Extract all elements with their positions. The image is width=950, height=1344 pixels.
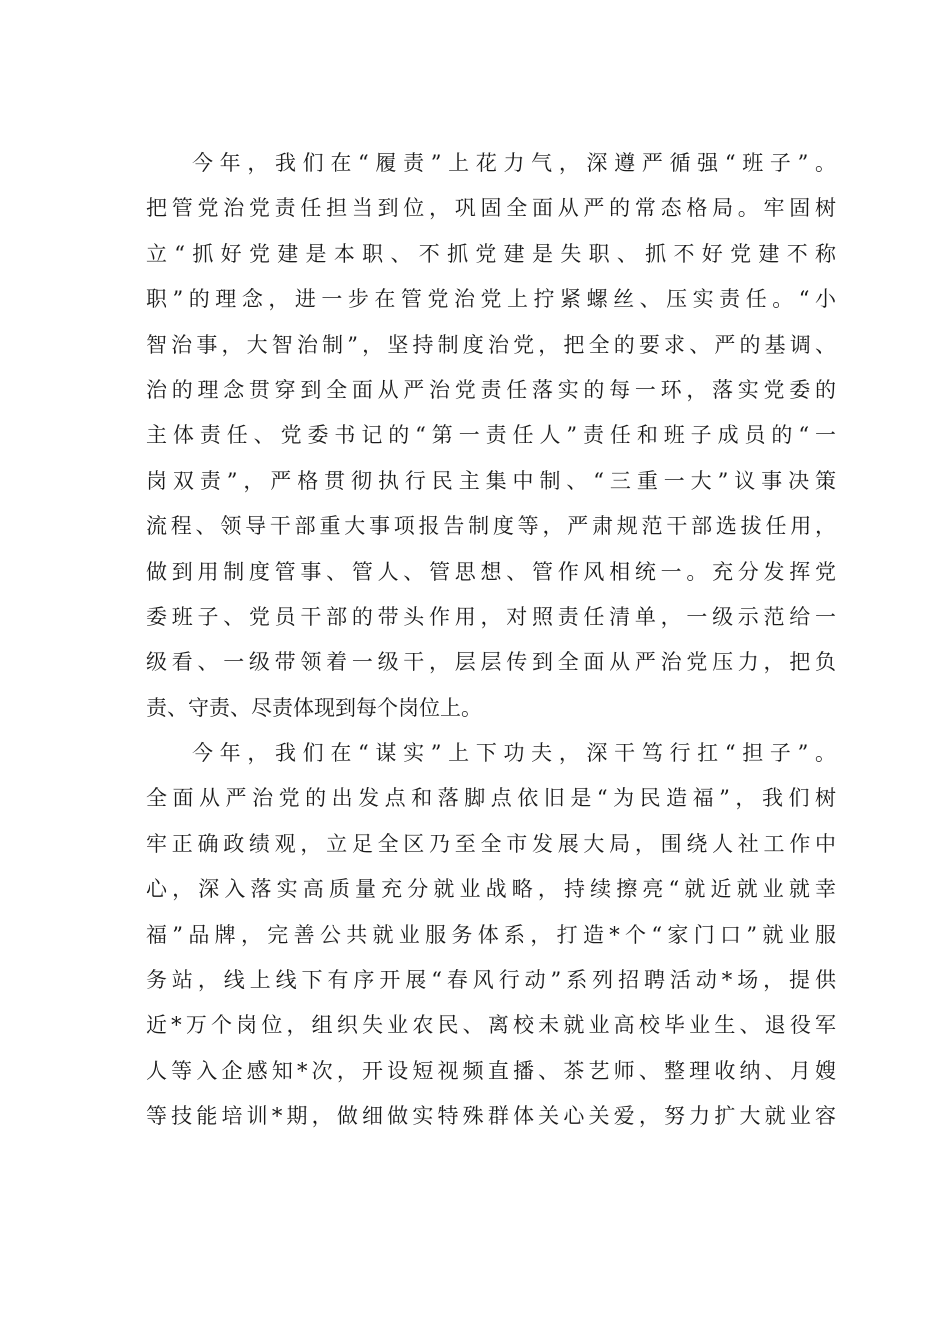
text-line: 牢正确政绩观，立足全区乃至全市发展大局，围绕人社工作中 (146, 831, 836, 856)
paragraph (146, 141, 836, 731)
text-line: 今年，我们在“履责”上花力气，深遵严循强“班子”。 (192, 151, 836, 175)
text-line: 责、守责、尽责体现到每个岗位上。 (146, 695, 482, 720)
text-line: 立“抓好党建是本职、不抓党建是失职、抓不好党建不称 (146, 241, 836, 266)
text-line: 福”品牌，完善公共就业服务体系，打造*个“家门口”就业服 (146, 922, 836, 947)
text-line: 等技能培训*期，做细做实特殊群体关心关爱，努力扩大就业容 (146, 1104, 836, 1129)
text-line: 今年，我们在“谋实”上下功夫，深干笃行扛“担子”。 (192, 741, 836, 766)
text-line: 全面从严治党的出发点和落脚点依旧是“为民造福”，我们树 (146, 786, 836, 811)
text-line: 人等入企感知*次，开设短视频直播、茶艺师、整理收纳、月嫂 (146, 1058, 836, 1083)
text-line: 职”的理念，进一步在管党治党上拧紧螺丝、压实责任。“小 (146, 287, 836, 312)
paragraph (146, 731, 836, 1140)
text-line: 治的理念贯穿到全面从严治党责任落实的每一环，落实党委的 (146, 377, 836, 402)
text-line: 岗双责”，严格贯彻执行民主集中制、“三重一大”议事决策 (146, 468, 836, 493)
text-line: 做到用制度管事、管人、管思想、管作风相统一。充分发挥党 (146, 559, 836, 584)
text-line: 务站，线上线下有序开展“春风行动”系列招聘活动*场，提供 (146, 968, 836, 993)
text-line: 流程、领导干部重大事项报告制度等，严肃规范干部选拔任用， (146, 514, 836, 539)
text-line: 主体责任、党委书记的“第一责任人”责任和班子成员的“一 (146, 423, 836, 448)
text-line: 近*万个岗位，组织失业农民、离校未就业高校毕业生、退役军 (146, 1013, 836, 1038)
text-line: 委班子、党员干部的带头作用，对照责任清单，一级示范给一 (146, 604, 836, 629)
document-body (146, 141, 836, 1140)
text-line: 心，深入落实高质量充分就业战略，持续擦亮“就近就业就幸 (146, 877, 836, 902)
text-line: 智治事，大智治制”，坚持制度治党，把全的要求、严的基调、 (146, 332, 836, 357)
text-line: 级看、一级带领着一级干，层层传到全面从严治党压力，把负 (146, 650, 836, 675)
text-line: 把管党治党责任担当到位，巩固全面从严的常态格局。牢固树 (146, 196, 836, 221)
